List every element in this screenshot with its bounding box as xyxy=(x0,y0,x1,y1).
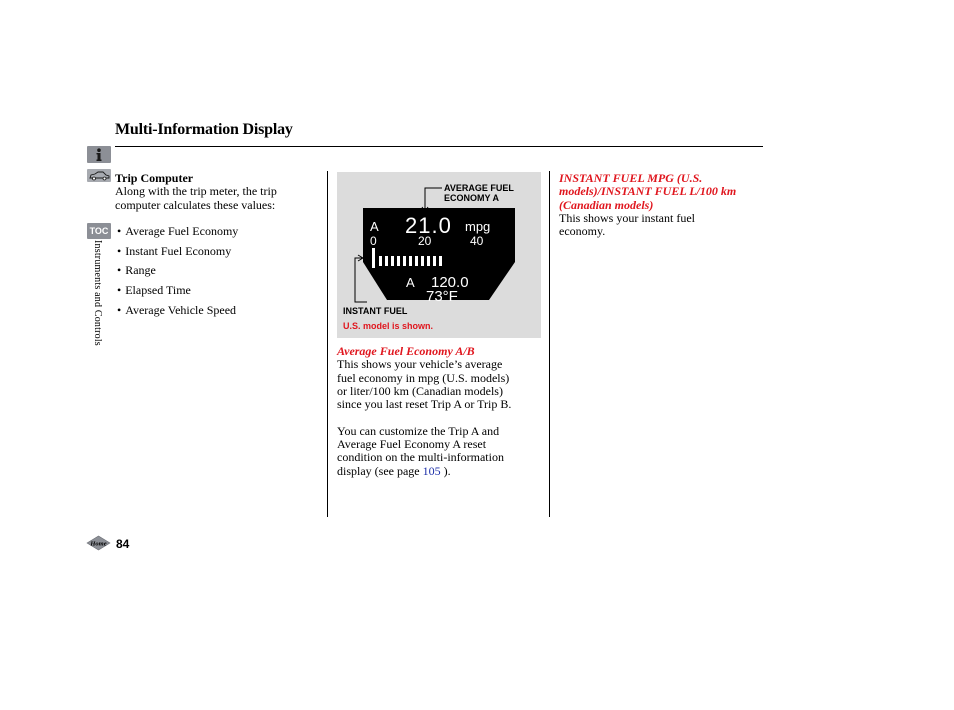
label-avg-line2: ECONOMY A xyxy=(444,193,500,203)
text-line: Average Fuel Economy A reset xyxy=(337,437,487,452)
car-icon[interactable] xyxy=(87,169,111,182)
scale-max: 40 xyxy=(470,234,484,248)
page-link[interactable]: 105 xyxy=(422,463,441,478)
list-item: • Instant Fuel Economy xyxy=(117,244,238,264)
text-line: condition on the multi-information xyxy=(337,450,504,465)
text-line xyxy=(337,465,542,478)
instant-fuel-heading-2: models)/INSTANT FUEL L/100 km xyxy=(559,184,737,199)
list-item: • Range xyxy=(117,263,238,283)
range-trip-indicator: A xyxy=(406,275,415,290)
text-line: economy. xyxy=(559,224,606,239)
home-glyph xyxy=(86,535,111,551)
scale-mid: 20 xyxy=(418,234,432,248)
instant-fuel-heading-1: INSTANT FUEL MPG (U.S. xyxy=(559,171,703,185)
instant-fuel-section xyxy=(559,172,764,238)
text-line: fuel economy in mpg (U.S. models) xyxy=(337,370,510,385)
instant-fuel-heading-3: (Canadian models) xyxy=(559,197,654,212)
fuel-economy-value: 21.0 xyxy=(405,213,452,238)
info-glyph xyxy=(94,148,104,162)
spacer xyxy=(337,411,542,424)
avg-economy-section xyxy=(337,345,542,478)
label-instant-fuel: INSTANT FUEL xyxy=(343,306,408,316)
scale-min: 0 xyxy=(370,234,377,248)
text-line: since you last reset Trip A or Trip B. xyxy=(337,397,512,412)
trip-indicator: A xyxy=(370,219,379,234)
trip-computer-section xyxy=(115,172,320,212)
list-item: • Elapsed Time xyxy=(117,283,238,303)
display-figure xyxy=(337,172,541,338)
car-glyph xyxy=(88,171,110,181)
page-number: 84 xyxy=(116,537,130,551)
home-icon[interactable] xyxy=(86,535,111,551)
page-title: Multi-Information Display xyxy=(115,121,293,138)
text-suffix: ). xyxy=(440,463,451,478)
figure-note: U.S. model is shown. xyxy=(343,321,434,331)
avg-economy-heading: Average Fuel Economy A/B xyxy=(337,344,475,358)
trip-computer-list xyxy=(117,224,238,322)
range-value: 120.0 xyxy=(431,274,469,291)
trip-computer-heading: Trip Computer xyxy=(115,171,194,185)
text-line: This shows your vehicle’s average xyxy=(337,357,503,372)
text-prefix: display (see page xyxy=(337,463,423,478)
label-avg-line1: AVERAGE FUEL xyxy=(444,183,514,193)
svg-text:Home: Home xyxy=(90,540,107,548)
trip-computer-intro-1: Along with the trip meter, the trip xyxy=(115,184,277,199)
chapter-label: Instruments and Controls xyxy=(92,240,103,346)
text-line: or liter/100 km (Canadian models) xyxy=(337,383,503,398)
text-line: This shows your instant fuel xyxy=(559,210,695,225)
fuel-economy-unit: mpg xyxy=(465,219,491,234)
title-divider xyxy=(115,146,763,147)
column-divider-1 xyxy=(327,171,328,517)
toc-button[interactable]: TOC xyxy=(87,223,111,239)
list-item: • Average Vehicle Speed xyxy=(117,303,238,323)
temperature: 73°F xyxy=(426,288,458,305)
column-divider-2 xyxy=(549,171,550,517)
trip-computer-intro-2: computer calculates these values: xyxy=(115,197,276,212)
list-item: • Average Fuel Economy xyxy=(117,224,238,244)
info-icon[interactable] xyxy=(87,146,111,163)
text-line: You can customize the Trip A and xyxy=(337,423,500,438)
label-avg-fuel-economy xyxy=(444,183,514,203)
